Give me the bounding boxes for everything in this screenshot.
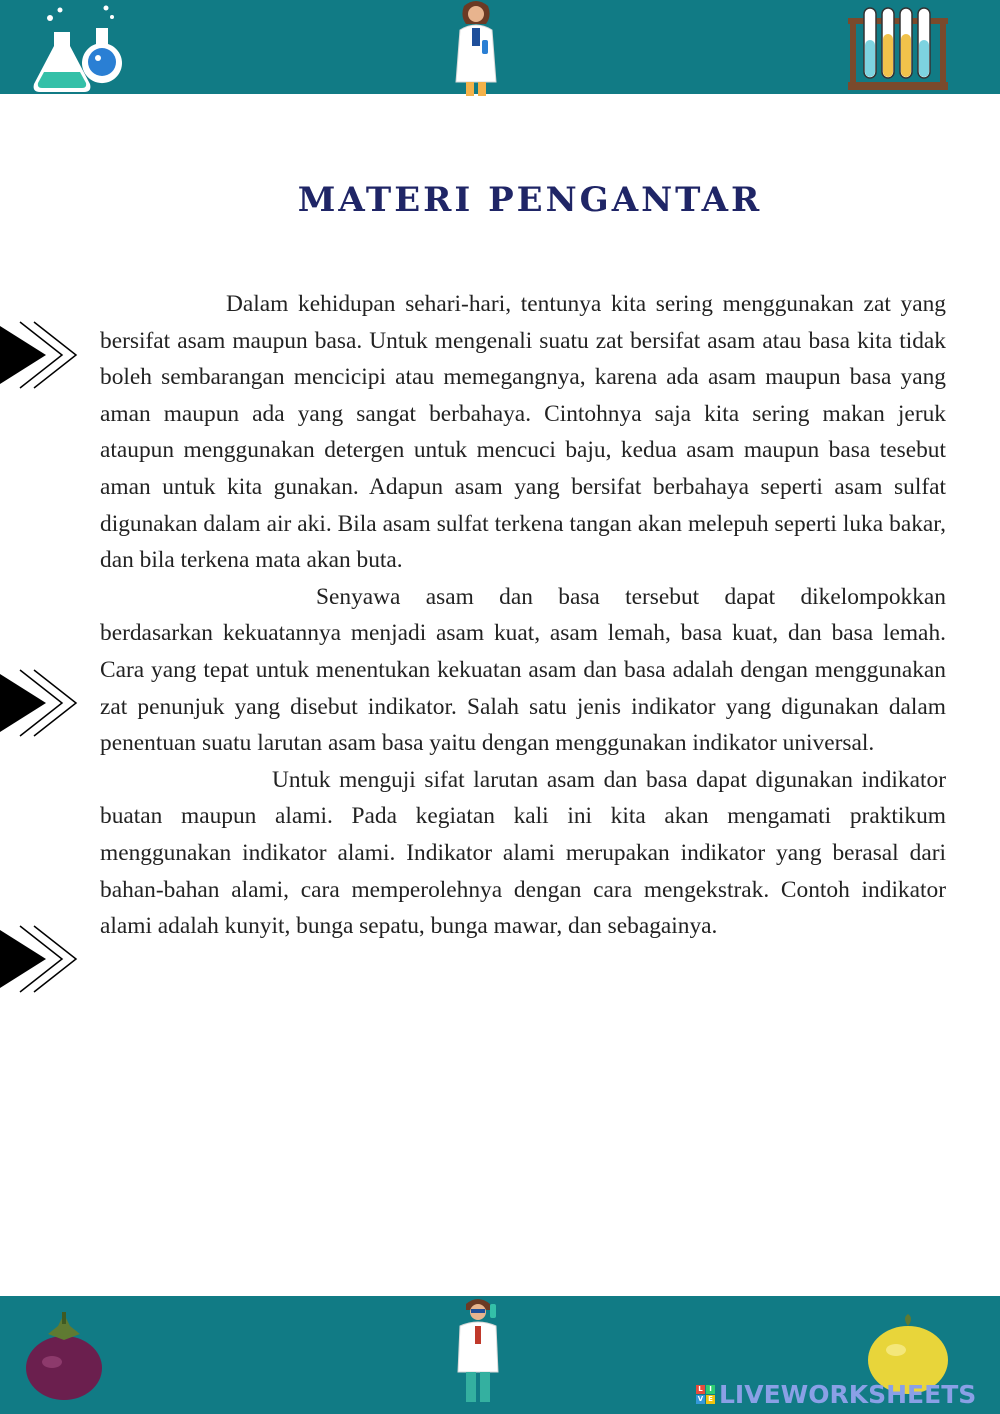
scientist-man-icon — [450, 1296, 506, 1408]
arrow-marker-icon — [0, 924, 80, 994]
test-tube-rack-icon — [846, 4, 950, 92]
arrow-marker-icon — [0, 320, 80, 390]
arrow-marker-icon — [0, 668, 80, 738]
paragraph-1: Dalam kehidupan sehari-hari, tentunya kita sering menggunakan zat yang bersifat asam maupun basa. Untuk mengenali suatu zat bersifat asam atau basa kita tidak boleh sembarangan mencicipi atau memegangnya, karena ada asam maupun basa yang aman maupun ada yang sangat berbahaya. Cintohnya saja kita sering makan jeruk ataupun menggunakan detergen untuk mencuci baju, kedua asam maupun basa tesebut aman untuk kita gunakan. Adapun asam yang bersifat berbahaya seperti asam sulfat digunakan dalam air aki. Bila asam sulfat terkena tangan akan melepuh seperti luka bakar, dan bila terkena mata akan buta. — [100, 291, 946, 574]
watermark — [696, 1380, 976, 1408]
paragraph-3: Untuk menguji sifat larutan asam dan basa dapat digunakan indikator buatan maupun alami. Pada kegiatan kali ini kita akan mengamati praktikum menggunakan indikator alami. Indikator alami merupakan indikator yang berasal dari bahan-bahan alami, cara memperolehnya dengan cara mengekstrak. Contoh indikator alami adalah kunyit, bunga sepatu, bunga mawar, dan sebagainya. — [100, 766, 946, 940]
watermark-text: LIVEWORKSHEETS — [719, 1379, 977, 1409]
page-title: MATERI PENGANTAR — [297, 180, 763, 220]
paragraph-2: Senyawa asam dan basa tersebut dapat dikelompokkan berdasarkan kekuatannya menjadi asam kuat, asam lemah, basa kuat, dan basa lemah. Cara yang tepat untuk menentukan kekuatan asam dan basa adalah dengan menggunakan zat penunjuk yang disebut indikator. Salah satu jenis indikator yang digunakan dalam penentuan suatu larutan asam basa yaitu dengan menggunakan indikator universal. — [100, 583, 946, 757]
lab-flasks-icon — [30, 2, 130, 94]
mangosteen-icon — [22, 1312, 106, 1402]
body-text — [100, 286, 946, 945]
liveworksheets-logo-icon: L I V E — [696, 1385, 715, 1404]
scientist-woman-icon — [448, 0, 504, 104]
